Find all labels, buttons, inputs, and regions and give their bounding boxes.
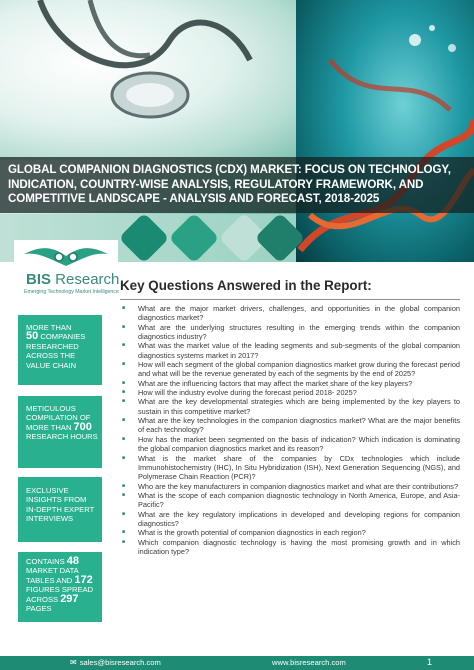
owl-logo-icon bbox=[14, 240, 118, 270]
logo-wordmark: BIS Research bbox=[26, 271, 120, 288]
stat-box-report-contents bbox=[18, 552, 102, 622]
list-item: ■ How will each segment of the global companion diagnostics market grow during the forecast period and what will be the revenue generated by each of the segments by the end of 2025? bbox=[120, 360, 460, 379]
stat-text: MARKET DATA TABLES AND bbox=[26, 566, 79, 585]
footer-email[interactable] bbox=[70, 658, 161, 667]
stat-text: PAGES bbox=[26, 604, 52, 614]
list-item: ■ What are the key regulatory implications in developed and developing regions for companion diagnostics? bbox=[120, 510, 460, 529]
list-item: ■ What are the major market drivers, challenges, and opportunities in the global companion diagnostics market? bbox=[120, 304, 460, 323]
section-heading: Key Questions Answered in the Report: bbox=[120, 278, 372, 293]
list-item: ■ What are the key technologies in the companion diagnostics market? What are the major benefits of each technology? bbox=[120, 416, 460, 435]
list-item: ■ What is the growth potential of companion diagnostics in each region? bbox=[120, 528, 460, 537]
stat-number: 50 bbox=[26, 330, 39, 343]
stat-box-research-hours bbox=[18, 396, 102, 468]
list-item: ■ What are the key developmental strategies which are being implemented by the key players to sustain in this competitive market? bbox=[120, 397, 460, 416]
stat-box-expert-interviews bbox=[18, 477, 102, 542]
heading-divider bbox=[120, 299, 460, 300]
stat-text: CONTAINS bbox=[26, 557, 67, 566]
page-number: 1 bbox=[427, 657, 433, 667]
stat-number: 297 bbox=[60, 592, 79, 605]
list-item: ■ Who are the key manufacturers in companion diagnostics market and what are their contributions? bbox=[120, 482, 460, 491]
list-item: ■ What are the underlying structures resulting in the emerging trends within the companion diagnostics industry? bbox=[120, 323, 460, 342]
stat-text: RESEARCH HOURS bbox=[26, 432, 98, 442]
stat-text: MORE THAN bbox=[26, 323, 72, 332]
list-item: ■ What are the influencing factors that may affect the market share of the key players? bbox=[120, 379, 460, 388]
questions-list bbox=[120, 304, 460, 556]
list-item: ■ What was the market value of the leading segments and sub-segments of the global companion diagnostics systems market in 2017? bbox=[120, 341, 460, 360]
list-item: ■ How has the market been segmented on the basis of indication? Which indication is dominating the global companion diagnostics market and its reason? bbox=[120, 435, 460, 454]
stat-text: COMPANIES RESEARCHED ACROSS THE VALUE CHAIN bbox=[26, 332, 86, 370]
report-title: GLOBAL COMPANION DIAGNOSTICS (CDX) MARKET: FOCUS ON TECHNOLOGY, INDICATION, COUNTRY-WISE ANALYSIS, REGULATORY FRAMEWORK, AND COMPETITIVE LANDSCAPE - ANALYSIS AND FORECAST, 2018-2025 bbox=[8, 163, 451, 205]
email-link[interactable]: sales@bisresearch.com bbox=[79, 658, 161, 667]
list-item: ■ How will the industry evolve during the forecast period 2018- 2025? bbox=[120, 388, 460, 397]
stat-number: 172 bbox=[74, 573, 93, 586]
footer-website[interactable]: www.bisresearch.com bbox=[272, 658, 346, 667]
footer-bar bbox=[0, 656, 474, 670]
stat-number: 700 bbox=[73, 420, 92, 433]
logo-tagline: Emerging Technology Market Intelligence bbox=[24, 289, 119, 295]
list-item: ■ What is the market share of the companies by CDx technologies which include Immunohistochemistry (IHC), In Situ Hybridization (ISH), Next Generation Sequencing (NGS), and Polymerase Chain Reaction (PCR)? bbox=[120, 454, 460, 482]
envelope-icon: ✉ bbox=[70, 658, 77, 667]
list-item: ■ What is the scope of each companion diagnostic technology in North America, Europe, and Asia-Pacific? bbox=[120, 491, 460, 510]
stat-text: EXCLUSIVE INSIGHTS FROM IN-DEPTH EXPERT INTERVIEWS bbox=[26, 486, 95, 524]
stat-text: METICULOUS COMPILATION OF MORE THAN bbox=[26, 404, 91, 432]
stat-box-companies bbox=[18, 315, 102, 385]
stat-text: FIGURES SPREAD ACROSS bbox=[26, 585, 94, 604]
stat-number: 48 bbox=[66, 555, 80, 567]
header-image bbox=[0, 0, 474, 262]
list-item: ■ Which companion diagnostic technology is having the most promising growth and in which indication type? bbox=[120, 538, 460, 557]
